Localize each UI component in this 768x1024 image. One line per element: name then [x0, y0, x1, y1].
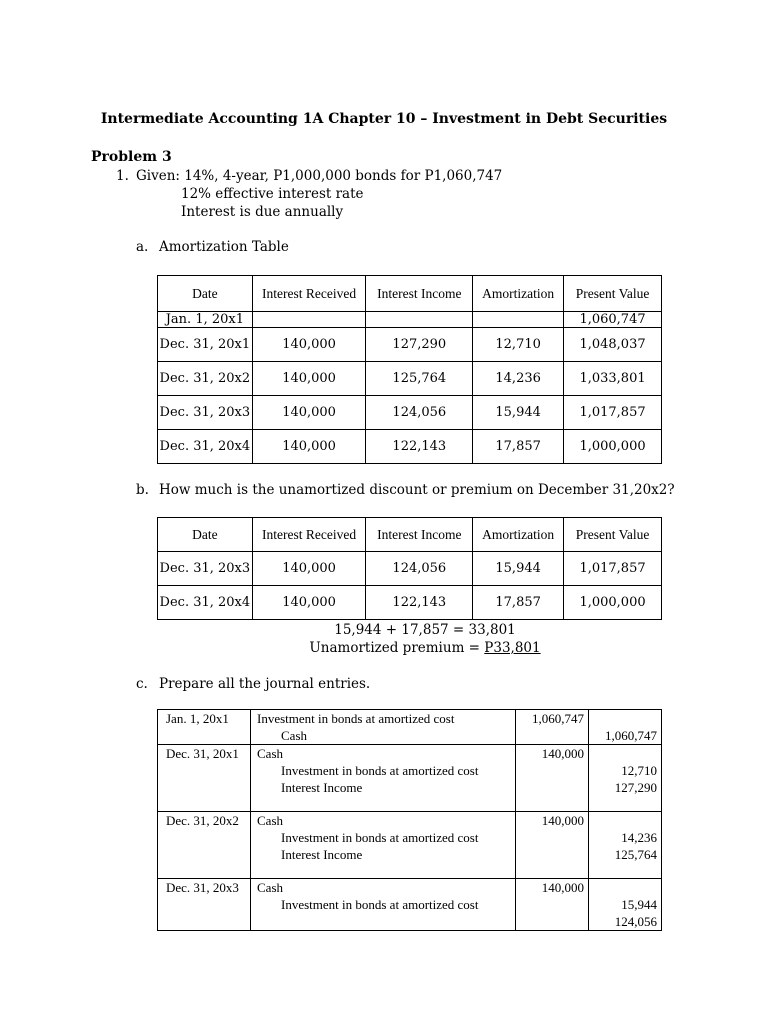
table-row	[158, 586, 662, 620]
journal-date: Dec. 31, 20x1	[158, 745, 251, 812]
cell-received: 140,000	[252, 362, 366, 396]
journal-date: Dec. 31, 20x2	[158, 812, 251, 879]
journal-credit: 15,944	[621, 897, 657, 912]
section-b-heading	[136, 482, 675, 498]
table-row	[158, 552, 662, 586]
unamortized-premium-value: P33,801	[484, 640, 541, 656]
cell-amort	[473, 312, 564, 328]
unamortized-premium-label: Unamortized premium =	[309, 640, 480, 656]
cell-date: Jan. 1, 20x1	[158, 312, 253, 328]
section-c-heading	[136, 676, 370, 692]
table-row	[158, 396, 662, 430]
cell-amort: 14,236	[473, 362, 564, 396]
journal-credit: 1,060,747	[605, 728, 657, 743]
given-line-1: Given: 14%, 4-year, P1,000,000 bonds for P1,060,747	[136, 168, 503, 184]
journal-debit: 1,060,747	[516, 710, 589, 745]
given-line-3: Interest is due annually	[181, 204, 344, 220]
cell-received	[252, 312, 366, 328]
cell-received: 140,000	[252, 430, 366, 464]
section-c-text: Prepare all the journal entries.	[159, 676, 371, 692]
journal-debit: 140,000	[516, 879, 589, 931]
section-a-text: Amortization Table	[159, 239, 289, 255]
cell-income	[366, 312, 473, 328]
cell-amort: 15,944	[473, 396, 564, 430]
header-interest-received: Interest Received	[252, 276, 366, 312]
cell-amort: 17,857	[473, 430, 564, 464]
journal-credit-account: Investment in bonds at amortized cost	[281, 763, 479, 778]
given-number: 1.	[116, 168, 129, 184]
header-amortization: Amortization	[473, 276, 564, 312]
header-amortization: Amortization	[473, 518, 564, 552]
journal-entry	[158, 812, 662, 879]
journal-credit: 125,764	[614, 847, 657, 862]
header-interest-income: Interest Income	[366, 276, 473, 312]
cell-pv: 1,000,000	[564, 586, 662, 620]
header-present-value: Present Value	[564, 276, 662, 312]
given-line-2: 12% effective interest rate	[181, 186, 364, 202]
cell-pv: 1,033,801	[564, 362, 662, 396]
document-title: Intermediate Accounting 1A Chapter 10 – Investment in Debt Securities	[100, 111, 668, 127]
cell-pv: 1,060,747	[564, 312, 662, 328]
cell-pv: 1,048,037	[564, 328, 662, 362]
header-present-value: Present Value	[564, 518, 662, 552]
cell-pv: 1,017,857	[564, 552, 662, 586]
journal-entry	[158, 879, 662, 931]
cell-date: Dec. 31, 20x4	[158, 430, 253, 464]
journal-credit: 14,236	[621, 830, 657, 845]
cell-pv: 1,017,857	[564, 396, 662, 430]
table-row	[158, 312, 662, 328]
journal-credit-account: Investment in bonds at amortized cost	[281, 830, 479, 845]
journal-date: Jan. 1, 20x1	[158, 710, 251, 745]
journal-debit-account: Investment in bonds at amortized cost	[257, 711, 455, 726]
section-a-heading	[136, 239, 289, 255]
section-a-letter: a.	[136, 239, 149, 255]
journal-entry	[158, 745, 662, 812]
table-row	[158, 362, 662, 396]
cell-received: 140,000	[252, 328, 366, 362]
cell-date: Dec. 31, 20x3	[158, 552, 253, 586]
cell-income: 124,056	[366, 552, 473, 586]
section-b-letter: b.	[136, 482, 149, 498]
unamortized-table	[157, 517, 662, 620]
table-header-row	[158, 276, 662, 312]
journal-debit-account: Cash	[257, 746, 283, 761]
table-header-row	[158, 518, 662, 552]
table-row	[158, 430, 662, 464]
journal-entry	[158, 710, 662, 745]
header-date: Date	[158, 518, 253, 552]
cell-date: Dec. 31, 20x3	[158, 396, 253, 430]
journal-credit-account: Interest Income	[281, 780, 363, 795]
journal-credit: 124,056	[614, 914, 657, 929]
header-interest-income: Interest Income	[366, 518, 473, 552]
cell-received: 140,000	[252, 552, 366, 586]
journal-date: Dec. 31, 20x3	[158, 879, 251, 931]
cell-pv: 1,000,000	[564, 430, 662, 464]
cell-amort: 15,944	[473, 552, 564, 586]
amortization-table	[157, 275, 662, 464]
journal-debit-account: Cash	[257, 813, 283, 828]
journal-debit: 140,000	[516, 745, 589, 812]
journal-debit-account: Cash	[257, 880, 283, 895]
problem-heading: Problem 3	[91, 149, 172, 165]
section-c-letter: c.	[136, 676, 148, 692]
journal-credit-account: Interest Income	[281, 847, 363, 862]
given-block	[116, 167, 502, 221]
sum-line: 15,944 + 17,857 = 33,801	[334, 622, 516, 638]
section-b-text: How much is the unamortized discount or premium on December 31,20x2?	[159, 482, 675, 498]
cell-income: 127,290	[366, 328, 473, 362]
header-interest-received: Interest Received	[252, 518, 366, 552]
journal-credit: 127,290	[614, 780, 657, 795]
journal-credit-account: Investment in bonds at amortized cost	[281, 897, 479, 912]
journal-entries-table	[157, 709, 662, 931]
journal-credit: 12,710	[621, 763, 657, 778]
cell-income: 122,143	[366, 430, 473, 464]
cell-amort: 17,857	[473, 586, 564, 620]
cell-amort: 12,710	[473, 328, 564, 362]
cell-income: 124,056	[366, 396, 473, 430]
journal-debit: 140,000	[516, 812, 589, 879]
table-row	[158, 328, 662, 362]
header-date: Date	[158, 276, 253, 312]
cell-received: 140,000	[252, 396, 366, 430]
cell-date: Dec. 31, 20x4	[158, 586, 253, 620]
cell-income: 122,143	[366, 586, 473, 620]
cell-date: Dec. 31, 20x2	[158, 362, 253, 396]
journal-credit-account: Cash	[281, 728, 307, 743]
cell-date: Dec. 31, 20x1	[158, 328, 253, 362]
cell-income: 125,764	[366, 362, 473, 396]
cell-received: 140,000	[252, 586, 366, 620]
unamortized-premium-line	[0, 639, 768, 657]
